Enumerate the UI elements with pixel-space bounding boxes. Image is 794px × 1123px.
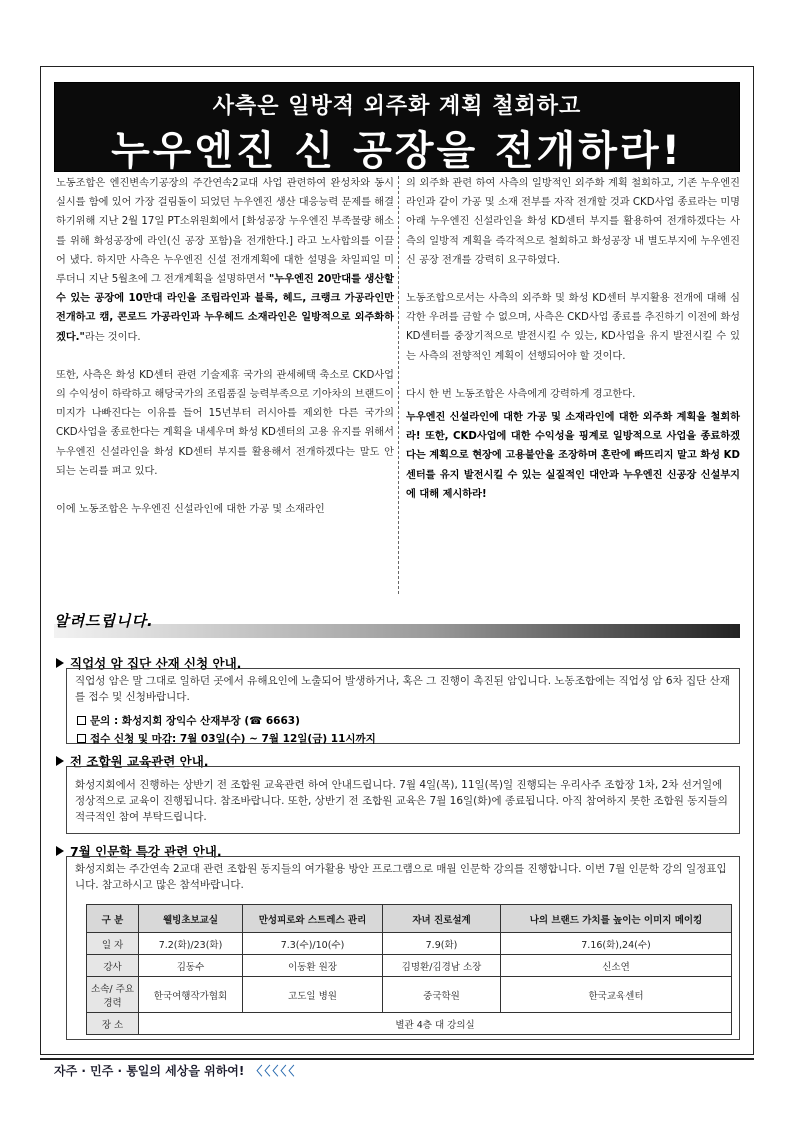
section-text: 직업성 암은 말 그대로 일하던 곳에서 유해요인에 노출되어 발생하거나, 혹은 그 진행이 촉진된 암입니다. 노동조합에는 직업성 암 6차 집단 산재를 접수 및 신청바랍니다. [75,675,730,703]
table-header-cell: 만성피로와 스트레스 관리 [243,905,383,933]
contact-text: 문의 : 화성지회 장익수 산재부장 (☎ 6663) [90,715,300,727]
table-cell: 7.2(화)/23(화) [139,933,243,955]
article-paragraph: 의 외주화 관련 하여 사측의 일방적인 외주화 계획 철회하고, 기존 누우엔진 라인과 같이 가공 및 소재 전부를 자작 전개할 것과 CKD사업 종료라는 미명아래 누우엔진 신설라인을 화성 KD센터 부지를 활용하여 전개하겠다는 사측의 일방적 계획을 즉각적으로 철회하고 화성공장 내 별도부지에 누우엔진 신 공장 전개를 강력히 요구하였다. [406,178,740,266]
article-demand: 누우엔진 신설라인에 대한 가공 및 소재라인에 대한 외주화 계획을 철회하라! 또한, CKD사업에 대한 수익성을 핑계로 일방적으로 사업을 종료하겠다는 계획으로 현장에 고용불안을 조장하며 혼란에 빠뜨리지 말고 화성 KD센터를 유지 발전시킬 수 있는 실질적인 대안과 누우엔진 신공장 신설부지에 대해 제시하라! [406,412,740,500]
table-header-row [87,905,732,933]
square-bullet-icon [77,734,86,743]
table-cell: 이동환 원장 [243,955,383,977]
notice-header [54,610,740,638]
table-row [87,933,732,955]
table-row [87,977,732,1013]
table-cell: 중국학원 [383,977,501,1013]
table-header-cell: 구 분 [87,905,139,933]
table-cell: 7.16(화),24(수) [501,933,732,955]
article-quote: "누우엔진 20만대를 생산할 수 있는 공장에 10만대 라인을 조립라인과 블록, 헤드, 크랭크 가공라인만 전개하고 캠, 콘로드 가공라인과 누우헤드 소재라인은 일방적으로 외주화하겠다." [56,274,394,343]
contact-line [75,713,731,729]
table-row-label: 일 자 [87,933,139,955]
article-paragraph: 노동조합으로서는 사측의 외주화 및 화성 KD센터 부지활용 전개에 대해 심각한 우려를 금할 수 없으며, 사측은 CKD사업 종료를 추진하기 이전에 화성 KD센터를 중장기적으로 발전시킬 수 있는, KD사업을 유지 발전시킬 수 있는 사측의 전향적인 계획이 선행되어야 할 것이다. [406,293,740,362]
table-cell: 고도일 병원 [243,977,383,1013]
table-header-cell: 웰빙초보교실 [139,905,243,933]
article-text: 라는 것이다. [84,331,141,343]
article-paragraph: 이에 노동조합은 누우엔진 신설라인에 대한 가공 및 소재라인 [56,504,325,516]
article-right-column [406,174,740,523]
slogan-text: 자주 · 민주 · 통일의 세상을 위하여! [54,1064,245,1078]
section-text: 화성지회는 주간연속 2교대 관련 조합원 동지들의 여가활용 방안 프로그램으로 매월 인문학 강의를 진행합니다. 이번 7월 인문학 강의 일정표입니다. 참고하시고 많은 참석바랍니다. [75,863,727,891]
article-left-column [56,174,394,538]
table-cell: 7.3(수)/10(수) [243,933,383,955]
table-row-label: 강사 [87,955,139,977]
section-box-cancer-claim [66,668,740,744]
section-text: 화성지회에서 진행하는 상반기 전 조합원 교육관련 하여 안내드립니다. 7월 4일(목), 11일(목)일 진행되는 우리사주 조합장 1차, 2차 선거일에 정상적으로 교육이 진행됩니다. 참조바랍니다. 또한, 상반기 전 조합원 교육은 7월 16일(화)에 종료됩니다. 아직 참여하지 못한 조합원 동지들의 적극적인 참여 부탁드립니다. [75,779,728,823]
section-heading-text: 7월 인문학 특강 관련 안내. [70,844,222,859]
section-heading-text: 전 조합원 교육관련 안내. [70,754,209,769]
deadline-line [75,731,731,747]
notice-gradient-bar [54,624,740,638]
bird-flock-icon: 〈〈〈〈〈 [250,1064,297,1078]
table-cell: 한국교육센터 [501,977,732,1013]
table-row [87,955,732,977]
triangle-bullet-icon [56,658,64,668]
table-cell: 신소연 [501,955,732,977]
notice-title: 알려드립니다. [54,612,154,630]
section-heading-text: 직업성 암 집단 산재 신청 안내. [70,656,242,671]
table-cell: 김명환/김경남 소장 [383,955,501,977]
table-row-label: 장 소 [87,1013,139,1035]
table-header-cell: 자녀 진로설계 [383,905,501,933]
table-cell: 7.9(화) [383,933,501,955]
headline-title: 누우엔진 신 공장을 전개하라! [111,128,683,174]
article-text: 노동조합은 엔진변속기공장의 주간연속2교대 사업 관련하여 완성차와 동시 실시를 함에 있어 가장 걸림돌이 되었던 누우엔진 생산 대응능력 문제를 해결하기위해 지난 2월 17일 PT소위원회에서 [화성공장 누우엔진 부족물량 해소를 위해 화성공장에 라인(신 공장 포함)을 전개한다.] 라고 노사합의를 이끌어 냈다. 하지만 사측은 누우엔진 신설 전개계획에 대한 설명을 차일피일 미루더니 지난 5월초에 그 전개계획을 설명하면서 [56,178,394,286]
footer-slogan [54,1062,296,1079]
table-cell: 한국여행작가협회 [139,977,243,1013]
table-row [87,1013,732,1035]
column-divider [398,176,399,594]
table-header-cell: 나의 브랜드 가치를 높이는 이미지 메이킹 [501,905,732,933]
triangle-bullet-icon [56,756,64,766]
section-box-education [66,766,740,834]
article-paragraph: 다시 한 번 노동조합은 사측에게 강력하게 경고한다. [406,388,636,400]
lecture-schedule-table [86,904,732,1035]
table-cell: 김동수 [139,955,243,977]
article-paragraph: 또한, 사측은 화성 KD센터 관련 기술제휴 국가의 관세혜택 축소로 CKD사업의 수익성이 하락하고 해당국가의 조립품질 능력부족으로 기아차의 브랜드이미지가 나빠진다는 이유를 들어 15년부터 러시아를 제외한 다른 국가의 CKD사업을 종료한다는 계획을 내세우며 화성 KD센터의 고용 유지를 위해서 누우엔진 신설라인을 화성 KD센터 부지를 활용해서 전개하겠다는 말도 안 되는 논리를 펴고 있다. [56,369,394,477]
article-paragraph [56,174,394,347]
footer-divider [40,1058,754,1060]
square-bullet-icon [77,716,86,725]
headline-subtitle: 사측은 일방적 외주화 계획 철회하고 [212,94,582,119]
table-cell-venue: 별관 4층 대 강의실 [139,1013,732,1035]
triangle-bullet-icon [56,846,64,856]
table-row-label: 소속/ 주요경력 [87,977,139,1013]
headline-banner [54,82,740,172]
deadline-text: 접수 신청 및 마감: 7월 03일(수) ~ 7월 12일(금) 11시까지 [90,733,376,745]
